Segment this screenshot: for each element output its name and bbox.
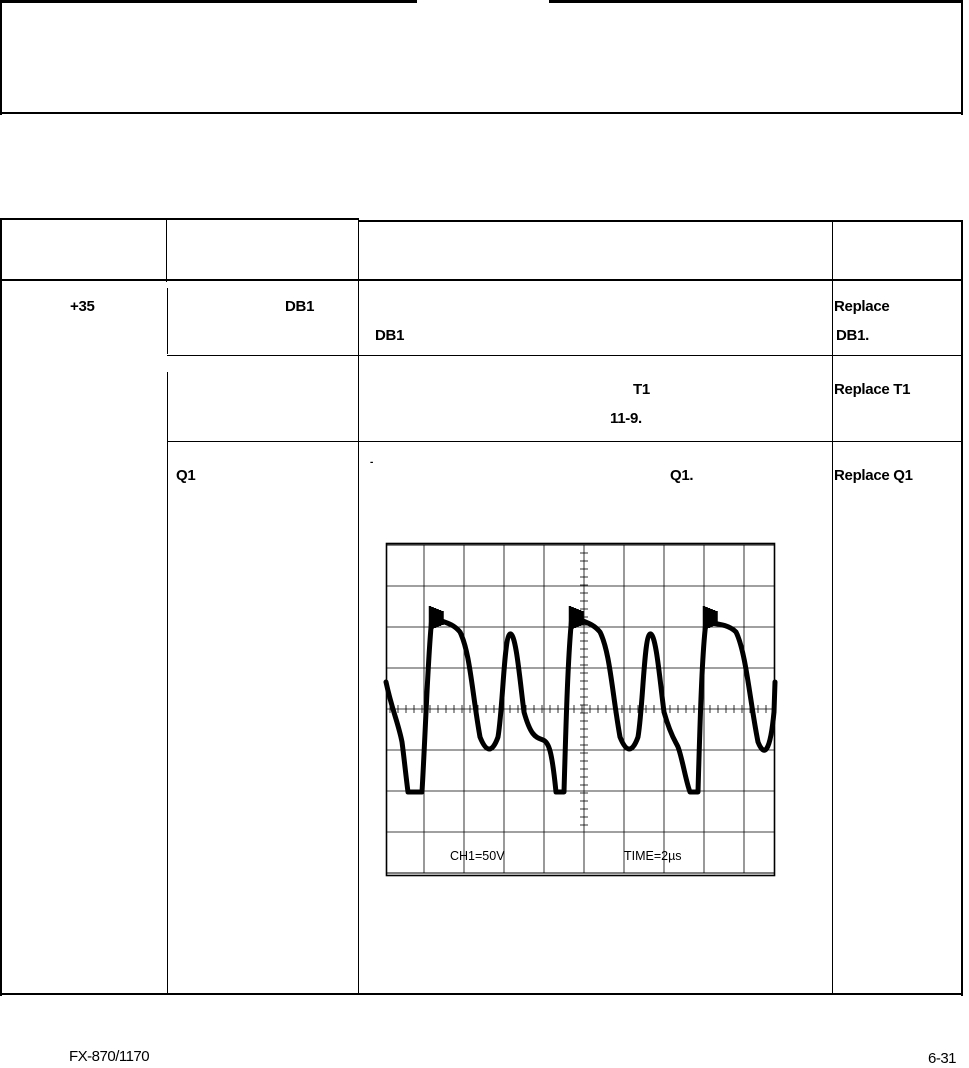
row2-action: [834, 379, 967, 403]
row3-check-mark: -: [370, 457, 374, 468]
row1-cause: DB1: [285, 298, 315, 315]
row1-action: [834, 296, 961, 344]
footer-page-number: 6-31: [928, 1050, 957, 1067]
row3-check: Q1.: [670, 467, 694, 484]
row3-action: [834, 465, 967, 489]
voltage-label: +35: [70, 298, 95, 315]
row2-check-figure: 11-9.: [610, 410, 642, 427]
row2-action-line1: Replace T1: [834, 381, 911, 398]
waveform-ringing: [430, 606, 717, 630]
row3-action-line1: Replace Q1: [834, 467, 913, 484]
waveform-trace: [386, 616, 775, 792]
row2-check-part: T1: [633, 381, 650, 398]
ch1-label: CH1=50V: [450, 849, 505, 863]
oscilloscope-grid: [386, 542, 777, 877]
time-label: TIME=2µs: [624, 849, 682, 863]
row1-action-line2: DB1.: [836, 327, 869, 344]
row3-cause: Q1: [176, 467, 196, 484]
row1-action-line1: Replace: [834, 298, 890, 315]
footer-model: FX-870/1170: [69, 1048, 150, 1065]
oscilloscope-waveform: [386, 542, 777, 877]
row1-check: DB1: [375, 327, 405, 344]
